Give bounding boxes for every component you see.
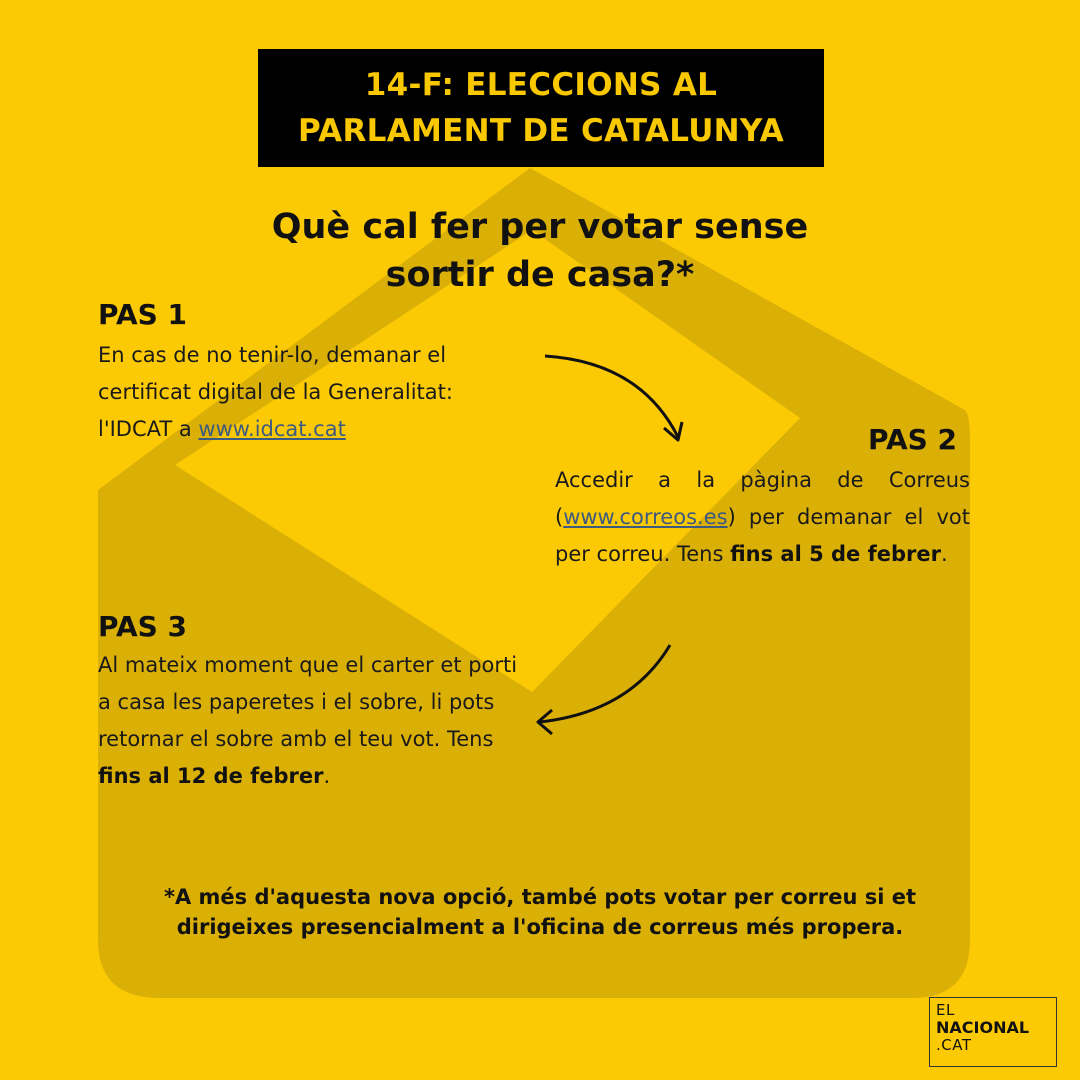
step-3-title: PAS 3 xyxy=(98,610,188,643)
step-2-title: PAS 2 xyxy=(868,423,958,456)
step-1-body: En cas de no tenir-lo, demanar el certificat digital de la Generalitat: l'IDCAT a xyxy=(98,343,453,441)
question-line-2: sortir de casa?* xyxy=(385,255,695,295)
logo-line-2: NACIONAL xyxy=(936,1018,1030,1037)
title-line-2: PARLAMENT DE CATALUNYA xyxy=(298,113,784,149)
step-1-text xyxy=(98,337,518,448)
idcat-link[interactable]: www.idcat.cat xyxy=(198,417,346,441)
step-1-title: PAS 1 xyxy=(98,298,188,331)
logo-line-3: .CAT xyxy=(936,1036,972,1054)
footnote: *A més d'aquesta nova opció, també pots votar per correu si et dirigeixes presencialment a l'oficina de correus més propera. xyxy=(163,885,917,939)
step-2-body-mid: ) per demanar el vot per correu. Tens xyxy=(555,505,970,566)
step-3-end: . xyxy=(323,764,331,788)
logo-line-1: EL xyxy=(936,1001,955,1019)
question-line-1: Què cal fer per votar sense xyxy=(271,207,809,247)
page-title xyxy=(258,49,824,167)
correos-link[interactable]: www.correos.es xyxy=(563,505,728,529)
title-line-1: 14-F: ELECCIONS AL xyxy=(364,67,718,103)
question-heading xyxy=(190,203,890,299)
step-3-deadline: fins al 12 de febrer xyxy=(98,764,324,788)
el-nacional-logo xyxy=(929,997,1057,1067)
step-2-text xyxy=(555,462,970,573)
step-3-body: Al mateix moment que el carter et porti a casa les paperetes i el sobre, li pots retornar el sobre amb el teu vot. Tens xyxy=(98,653,518,751)
step-2-end: . xyxy=(940,542,948,566)
step-2-body: Accedir a la pàgina de Correus ( xyxy=(555,468,970,529)
step-3-text xyxy=(98,647,518,795)
step-2-deadline: fins al 5 de febrer xyxy=(730,542,941,566)
